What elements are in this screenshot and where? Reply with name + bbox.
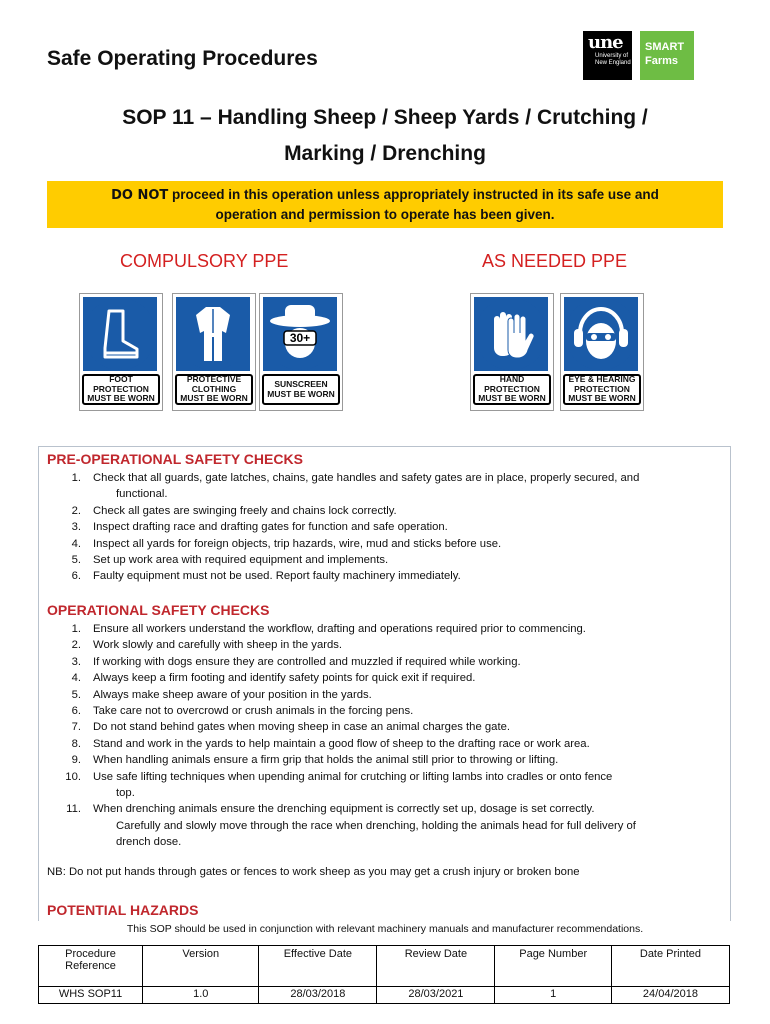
list-item xyxy=(47,519,727,535)
sunscreen-sign xyxy=(259,293,343,411)
list-item-text: Stand and work in the yards to help maintain a good flow of sheep to the drafting race or work area. xyxy=(93,737,590,750)
smart-farms-logo-line2: Farms xyxy=(645,55,679,67)
sign-label: FOOT PROTECTION MUST BE WORN xyxy=(82,374,160,405)
list-item xyxy=(47,670,727,686)
list-item-text: Use safe lifting techniques when upending animal for crutching or lifting lambs into cradles or onto fence xyxy=(93,770,613,783)
pre-operational-heading: PRE-OPERATIONAL SAFETY CHECKS xyxy=(47,451,303,467)
list-item-continuation: functional. xyxy=(116,488,168,501)
table-header-cell: Version xyxy=(143,946,259,987)
table-row xyxy=(39,987,730,1004)
potential-hazards-heading: POTENTIAL HAZARDS xyxy=(47,902,199,918)
table-header-cell: Page Number xyxy=(495,946,611,987)
warning-text-line2: operation and permission to operate has been given. xyxy=(215,207,555,222)
list-item-text: Inspect drafting race and drafting gates for function and safe operation. xyxy=(93,521,448,534)
list-item xyxy=(47,801,727,850)
boot-icon xyxy=(83,297,157,371)
list-item-text: Ensure all workers understand the workflow, drafting and operations required prior to commencing. xyxy=(93,623,586,635)
list-item-number: 3. xyxy=(71,521,81,534)
table-cell: 24/04/2018 xyxy=(611,987,729,1004)
table-cell: 28/03/2021 xyxy=(377,987,495,1004)
table-cell: 1.0 xyxy=(143,987,259,1004)
warning-lead: DO NOT xyxy=(111,188,169,203)
list-item-number: 1. xyxy=(71,472,81,484)
foot-protection-sign xyxy=(79,293,163,411)
document-title: Safe Operating Procedures xyxy=(47,47,318,70)
list-item-text: Check that all guards, gate latches, chains, gate handles and safety gates are in place, properly secured, and xyxy=(93,472,640,484)
sign-label: PROTECTIVE CLOTHING MUST BE WORN xyxy=(175,374,253,405)
list-item-number: 6. xyxy=(71,570,81,583)
list-item xyxy=(47,769,727,802)
list-item-number: 9. xyxy=(71,754,81,767)
table-header-cell: Date Printed xyxy=(611,946,729,987)
list-item-number: 1. xyxy=(71,623,81,635)
sunscreen-badge: 30+ xyxy=(289,331,311,345)
compulsory-ppe-heading: COMPULSORY PPE xyxy=(120,251,289,271)
table-header-cell: Procedure Reference xyxy=(39,946,143,987)
list-item-number: 5. xyxy=(71,554,81,567)
list-item xyxy=(47,552,727,568)
table-cell: 1 xyxy=(495,987,611,1004)
list-item xyxy=(47,703,727,719)
smart-farms-logo xyxy=(640,31,694,80)
list-item-number: 8. xyxy=(71,737,81,750)
list-item-number: 10. xyxy=(65,770,81,783)
operational-heading: OPERATIONAL SAFETY CHECKS xyxy=(47,602,270,618)
list-item-text: Check all gates are swinging freely and chains lock correctly. xyxy=(93,504,397,517)
table-header-row xyxy=(39,946,730,987)
list-item xyxy=(47,654,727,670)
sign-label: EYE & HEARING PROTECTION MUST BE WORN xyxy=(563,374,641,405)
hand-protection-sign xyxy=(470,293,554,411)
list-item-text: Always make sheep aware of your position in the yards. xyxy=(93,688,372,701)
list-item-number: 4. xyxy=(71,672,81,685)
list-item-text: If working with dogs ensure they are controlled and muzzled if required while working. xyxy=(93,655,521,668)
sign-label: HAND PROTECTION MUST BE WORN xyxy=(473,374,551,405)
table-header-cell: Effective Date xyxy=(259,946,377,987)
eye-hearing-protection-sign xyxy=(560,293,644,411)
une-logo-word: une xyxy=(588,32,623,53)
reference-note: This SOP should be used in conjunction with relevant machinery manuals and manufacturer recommendations. xyxy=(126,923,644,935)
list-item xyxy=(47,621,727,637)
list-item-number: 3. xyxy=(71,655,81,668)
list-item-text: Take care not to overcrowd or crush animals in the forcing pens. xyxy=(93,705,414,718)
pre-operational-list xyxy=(47,470,727,585)
list-item-text: Inspect all yards for foreign objects, trip hazards, wire, mud and sticks before use. xyxy=(93,537,502,550)
sop-title-line1: SOP 11 – Handling Sheep / Sheep Yards / Crutching / xyxy=(122,106,648,129)
warning-banner xyxy=(47,181,723,228)
list-item xyxy=(47,752,727,768)
table-header-cell: Review Date xyxy=(377,946,495,987)
nb-note: NB: Do not put hands through gates or fences to work sheep as you may get a crush injury or broken bone xyxy=(47,866,580,878)
sop-title-line2: Marking / Drenching xyxy=(284,142,486,165)
list-item-text: Set up work area with required equipment and implements. xyxy=(93,554,389,567)
list-item-number: 2. xyxy=(71,504,81,517)
list-item-continuation: drench dose. xyxy=(116,836,182,849)
list-item-text: When drenching animals ensure the drenching equipment is correctly set up, dosage is set correctly. xyxy=(93,803,595,816)
list-item xyxy=(47,719,727,735)
overalls-icon xyxy=(176,297,250,371)
une-logo-subtitle: University of New England xyxy=(595,53,631,66)
list-item-text: Work slowly and carefully with sheep in the yards. xyxy=(93,639,343,652)
document-meta-table xyxy=(38,945,730,1004)
une-logo xyxy=(583,31,632,80)
list-item xyxy=(47,736,727,752)
list-item xyxy=(47,503,727,519)
list-item-number: 2. xyxy=(71,639,81,652)
as-needed-ppe-heading: AS NEEDED PPE xyxy=(482,251,628,271)
list-item-number: 6. xyxy=(71,705,81,718)
list-item-text: Always keep a firm footing and identify safety points for quick exit if required. xyxy=(93,672,476,685)
list-item-number: 7. xyxy=(71,721,81,734)
operational-list xyxy=(47,621,727,851)
warning-text-line1: proceed in this operation unless appropriately instructed in its safe use and xyxy=(168,187,659,202)
list-item xyxy=(47,470,727,503)
sun-hat-icon xyxy=(263,297,337,371)
sign-label: SUNSCREEN MUST BE WORN xyxy=(262,374,340,405)
sop-title xyxy=(40,100,730,172)
list-item-number: 5. xyxy=(71,688,81,701)
list-item xyxy=(47,687,727,703)
eye-ear-protection-icon xyxy=(564,297,638,371)
gloves-icon xyxy=(474,297,548,371)
list-item xyxy=(47,536,727,552)
list-item xyxy=(47,637,727,653)
list-item-text: When handling animals ensure a firm grip that holds the animal still prior to throwing or lifting. xyxy=(93,754,559,767)
protective-clothing-sign xyxy=(172,293,256,411)
list-item-continuation: Carefully and slowly move through the race when drenching, holding the animals head for full delivery of xyxy=(116,819,636,832)
list-item-continuation: top. xyxy=(116,787,135,800)
list-item-text: Faulty equipment must not be used. Report faulty machinery immediately. xyxy=(93,570,461,583)
list-item xyxy=(47,568,727,584)
list-item-number: 4. xyxy=(71,537,81,550)
table-cell: 28/03/2018 xyxy=(259,987,377,1004)
list-item-text: Do not stand behind gates when moving sheep in case an animal charges the gate. xyxy=(93,721,511,734)
list-item-number: 11. xyxy=(66,803,81,816)
smart-farms-logo-line1: SMART xyxy=(645,41,685,53)
table-cell: WHS SOP11 xyxy=(39,987,143,1004)
